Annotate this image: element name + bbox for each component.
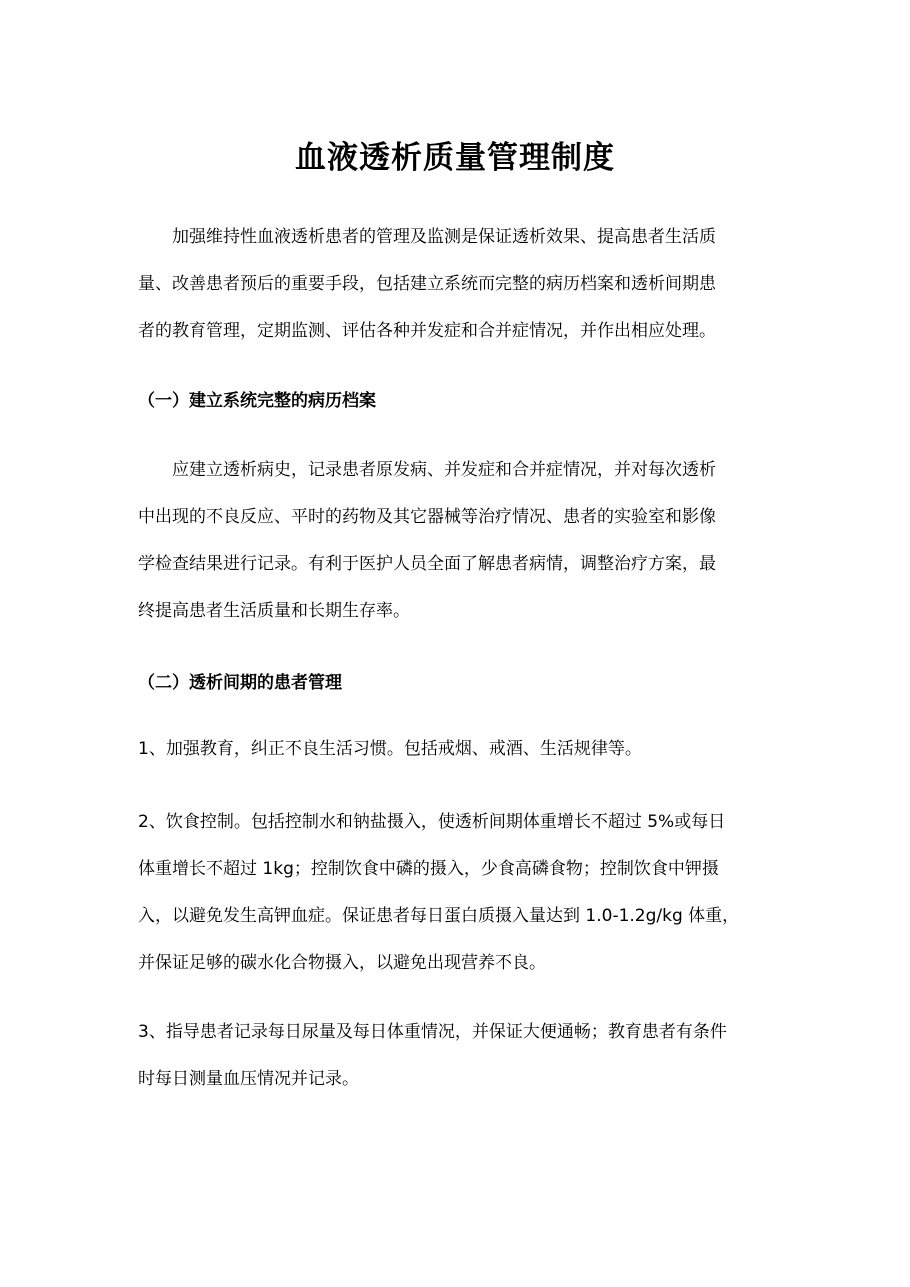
item2-line: 并保证足够的碳水化合物摄入，以避免出现营养不良。 — [138, 953, 546, 973]
section1-paragraph — [138, 447, 778, 635]
item2-line: 2、饮食控制。包括控制水和钠盐摄入，使透析间期体重增长不超过 5%或每日 — [138, 812, 726, 832]
item3-line: 时每日测量血压情况并记录。 — [138, 1069, 359, 1089]
item2-paragraph — [138, 799, 778, 987]
intro-line: 加强维持性血液透析患者的管理及监测是保证透析效果、提高患者生活质 — [172, 227, 716, 247]
section1-line: 应建立透析病史，记录患者原发病、并发症和合并症情况，并对每次透析 — [172, 460, 716, 480]
item2-line: 体重增长不超过 1kg；控制饮食中磷的摄入，少食高磷食物；控制饮食中钾摄 — [138, 859, 719, 879]
item3-line: 3、指导患者记录每日尿量及每日体重情况，并保证大便通畅；教育患者有条件 — [138, 1022, 727, 1042]
intro-line: 者的教育管理，定期监测、评估各种并发症和合并症情况，并作出相应处理。 — [138, 321, 716, 341]
section2-heading: （二）透析间期的患者管理 — [138, 673, 342, 693]
item1-paragraph — [138, 726, 778, 773]
item2-line: 入，以避免发生高钾血症。保证患者每日蛋白质摄入量达到 1.0-1.2g/kg 体重， — [138, 906, 740, 926]
item1-line: 1、加强教育，纠正不良生活习惯。包括戒烟、戒酒、生活规律等。 — [138, 739, 642, 759]
intro-paragraph — [138, 214, 778, 355]
section1-line: 中出现的不良反应、平时的药物及其它器械等治疗情况、患者的实验室和影像 — [138, 507, 716, 527]
section1-heading: （一）建立系统完整的病历档案 — [138, 391, 376, 411]
section1-line: 终提高患者生活质量和长期生存率。 — [138, 601, 410, 621]
document-title: 血液透析质量管理制度 — [295, 140, 615, 176]
intro-line: 量、改善患者预后的重要手段，包括建立系统而完整的病历档案和透析间期患 — [138, 274, 716, 294]
section1-line: 学检查结果进行记录。有利于医护人员全面了解患者病情，调整治疗方案，最 — [138, 554, 716, 574]
item3-paragraph — [138, 1009, 778, 1103]
